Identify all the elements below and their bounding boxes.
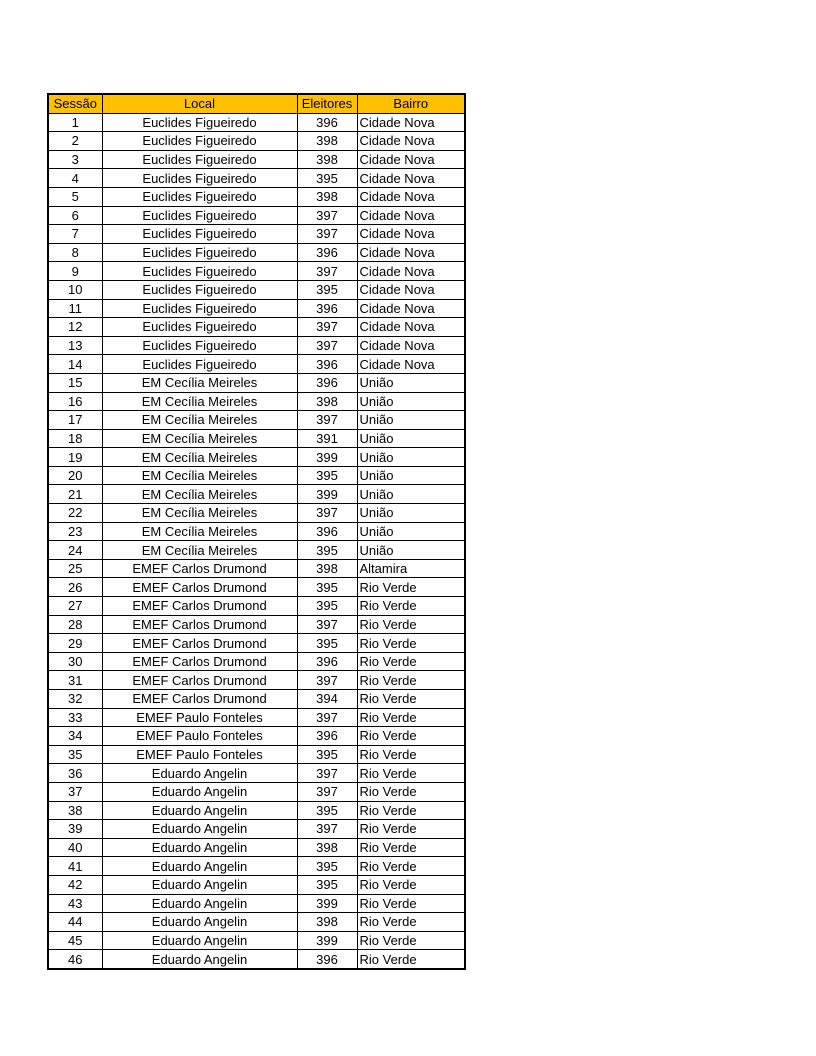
eleitores-cell: 396: [297, 522, 357, 541]
sessao-cell: 41: [48, 857, 102, 876]
bairro-cell: Cidade Nova: [357, 206, 465, 225]
local-cell: Eduardo Angelin: [102, 931, 297, 950]
bairro-cell: Rio Verde: [357, 727, 465, 746]
local-cell: Euclides Figueiredo: [102, 318, 297, 337]
table-row: [48, 429, 465, 448]
eleitores-cell: 396: [297, 373, 357, 392]
eleitores-cell: 397: [297, 671, 357, 690]
local-cell: Eduardo Angelin: [102, 894, 297, 913]
eleitores-cell: 397: [297, 318, 357, 337]
bairro-cell: Cidade Nova: [357, 355, 465, 374]
sessao-cell: 16: [48, 392, 102, 411]
bairro-cell: União: [357, 466, 465, 485]
sessao-cell: 2: [48, 132, 102, 151]
bairro-cell: União: [357, 448, 465, 467]
local-cell: EM Cecília Meireles: [102, 466, 297, 485]
local-cell: Euclides Figueiredo: [102, 336, 297, 355]
bairro-cell: Rio Verde: [357, 820, 465, 839]
local-cell: Euclides Figueiredo: [102, 206, 297, 225]
sessao-cell: 37: [48, 782, 102, 801]
sessao-cell: 1: [48, 113, 102, 132]
table-row: [48, 225, 465, 244]
eleitores-cell: 397: [297, 262, 357, 281]
table-header: [48, 94, 465, 113]
eleitores-cell: 397: [297, 615, 357, 634]
table-row: [48, 615, 465, 634]
eleitores-cell: 397: [297, 336, 357, 355]
bairro-cell: Rio Verde: [357, 634, 465, 653]
bairro-cell: União: [357, 429, 465, 448]
header-local: Local: [102, 94, 297, 113]
local-cell: Eduardo Angelin: [102, 913, 297, 932]
header-eleitores: Eleitores: [297, 94, 357, 113]
local-cell: EMEF Paulo Fonteles: [102, 745, 297, 764]
eleitores-cell: 395: [297, 466, 357, 485]
local-cell: EMEF Carlos Drumond: [102, 597, 297, 616]
bairro-cell: Cidade Nova: [357, 225, 465, 244]
bairro-cell: Rio Verde: [357, 652, 465, 671]
table-row: [48, 727, 465, 746]
bairro-cell: Rio Verde: [357, 838, 465, 857]
local-cell: EMEF Carlos Drumond: [102, 671, 297, 690]
eleitores-cell: 396: [297, 355, 357, 374]
eleitores-cell: 397: [297, 782, 357, 801]
local-cell: Euclides Figueiredo: [102, 262, 297, 281]
table-row: [48, 206, 465, 225]
sessao-cell: 34: [48, 727, 102, 746]
local-cell: Euclides Figueiredo: [102, 169, 297, 188]
bairro-cell: Cidade Nova: [357, 150, 465, 169]
table-row: [48, 243, 465, 262]
local-cell: EMEF Carlos Drumond: [102, 634, 297, 653]
local-cell: Euclides Figueiredo: [102, 225, 297, 244]
local-cell: Eduardo Angelin: [102, 820, 297, 839]
sessao-cell: 6: [48, 206, 102, 225]
sessao-cell: 35: [48, 745, 102, 764]
eleitores-cell: 397: [297, 820, 357, 839]
sessao-cell: 23: [48, 522, 102, 541]
eleitores-cell: 399: [297, 485, 357, 504]
table-row: [48, 392, 465, 411]
local-cell: EMEF Carlos Drumond: [102, 559, 297, 578]
table-row: [48, 838, 465, 857]
bairro-cell: Rio Verde: [357, 931, 465, 950]
sessao-cell: 11: [48, 299, 102, 318]
eleitores-cell: 396: [297, 243, 357, 262]
local-cell: EMEF Carlos Drumond: [102, 615, 297, 634]
table-row: [48, 894, 465, 913]
table-row: [48, 113, 465, 132]
eleitores-cell: 396: [297, 299, 357, 318]
bairro-cell: União: [357, 541, 465, 560]
table-row: [48, 373, 465, 392]
eleitores-cell: 398: [297, 187, 357, 206]
sessao-cell: 31: [48, 671, 102, 690]
bairro-cell: Rio Verde: [357, 708, 465, 727]
table-row: [48, 150, 465, 169]
bairro-cell: Cidade Nova: [357, 113, 465, 132]
local-cell: EM Cecília Meireles: [102, 392, 297, 411]
bairro-cell: Rio Verde: [357, 578, 465, 597]
header-bairro: Bairro: [357, 94, 465, 113]
eleitores-cell: 398: [297, 392, 357, 411]
bairro-cell: Cidade Nova: [357, 187, 465, 206]
eleitores-cell: 396: [297, 652, 357, 671]
sessao-cell: 33: [48, 708, 102, 727]
local-cell: EM Cecília Meireles: [102, 522, 297, 541]
local-cell: Euclides Figueiredo: [102, 187, 297, 206]
local-cell: EMEF Carlos Drumond: [102, 578, 297, 597]
eleitores-cell: 397: [297, 764, 357, 783]
sessao-cell: 19: [48, 448, 102, 467]
local-cell: Eduardo Angelin: [102, 875, 297, 894]
sessao-cell: 8: [48, 243, 102, 262]
sessao-cell: 17: [48, 411, 102, 430]
bairro-cell: Cidade Nova: [357, 318, 465, 337]
local-cell: EMEF Paulo Fonteles: [102, 708, 297, 727]
table-row: [48, 262, 465, 281]
local-cell: Euclides Figueiredo: [102, 243, 297, 262]
bairro-cell: União: [357, 485, 465, 504]
sessao-cell: 42: [48, 875, 102, 894]
bairro-cell: Cidade Nova: [357, 262, 465, 281]
sessao-cell: 27: [48, 597, 102, 616]
local-cell: Eduardo Angelin: [102, 950, 297, 969]
local-cell: Euclides Figueiredo: [102, 299, 297, 318]
local-cell: EM Cecília Meireles: [102, 429, 297, 448]
sessao-cell: 9: [48, 262, 102, 281]
sessao-cell: 43: [48, 894, 102, 913]
local-cell: EMEF Carlos Drumond: [102, 690, 297, 709]
local-cell: EM Cecília Meireles: [102, 448, 297, 467]
table-body: [48, 113, 465, 969]
sessao-cell: 24: [48, 541, 102, 560]
table-row: [48, 634, 465, 653]
table-row: [48, 504, 465, 523]
eleitores-cell: 395: [297, 578, 357, 597]
eleitores-cell: 399: [297, 931, 357, 950]
bairro-cell: Rio Verde: [357, 801, 465, 820]
bairro-cell: Cidade Nova: [357, 299, 465, 318]
sessao-cell: 46: [48, 950, 102, 969]
table-row: [48, 950, 465, 969]
table-row: [48, 875, 465, 894]
local-cell: Euclides Figueiredo: [102, 150, 297, 169]
eleitores-cell: 396: [297, 950, 357, 969]
bairro-cell: União: [357, 392, 465, 411]
eleitores-cell: 399: [297, 894, 357, 913]
local-cell: Eduardo Angelin: [102, 801, 297, 820]
local-cell: Euclides Figueiredo: [102, 132, 297, 151]
sessao-cell: 32: [48, 690, 102, 709]
sessao-cell: 14: [48, 355, 102, 374]
table-row: [48, 913, 465, 932]
eleitores-cell: 397: [297, 411, 357, 430]
table-row: [48, 448, 465, 467]
bairro-cell: Rio Verde: [357, 875, 465, 894]
bairro-cell: Cidade Nova: [357, 280, 465, 299]
table-row: [48, 782, 465, 801]
table-row: [48, 466, 465, 485]
local-cell: Euclides Figueiredo: [102, 355, 297, 374]
table-row: [48, 541, 465, 560]
sessao-cell: 5: [48, 187, 102, 206]
bairro-cell: Rio Verde: [357, 745, 465, 764]
bairro-cell: Cidade Nova: [357, 169, 465, 188]
eleitores-cell: 391: [297, 429, 357, 448]
table-row: [48, 485, 465, 504]
eleitores-cell: 395: [297, 597, 357, 616]
sessao-cell: 29: [48, 634, 102, 653]
local-cell: EM Cecília Meireles: [102, 504, 297, 523]
table-row: [48, 690, 465, 709]
header-row: [48, 94, 465, 113]
local-cell: EM Cecília Meireles: [102, 485, 297, 504]
sessao-cell: 38: [48, 801, 102, 820]
sessao-cell: 13: [48, 336, 102, 355]
header-sessao: Sessão: [48, 94, 102, 113]
local-cell: Eduardo Angelin: [102, 838, 297, 857]
table-row: [48, 187, 465, 206]
eleitores-cell: 398: [297, 913, 357, 932]
table-row: [48, 801, 465, 820]
eleitores-cell: 395: [297, 857, 357, 876]
eleitores-cell: 399: [297, 448, 357, 467]
table-row: [48, 559, 465, 578]
bairro-cell: Rio Verde: [357, 857, 465, 876]
bairro-cell: União: [357, 411, 465, 430]
bairro-cell: Cidade Nova: [357, 336, 465, 355]
bairro-cell: Rio Verde: [357, 597, 465, 616]
table-row: [48, 336, 465, 355]
eleitores-cell: 397: [297, 504, 357, 523]
sessao-cell: 18: [48, 429, 102, 448]
table-row: [48, 132, 465, 151]
sessao-cell: 12: [48, 318, 102, 337]
eleitores-cell: 397: [297, 708, 357, 727]
sessao-cell: 30: [48, 652, 102, 671]
table-row: [48, 708, 465, 727]
table-row: [48, 931, 465, 950]
voter-sessions-table: [47, 93, 466, 970]
table-row: [48, 578, 465, 597]
sessao-cell: 15: [48, 373, 102, 392]
sessao-cell: 7: [48, 225, 102, 244]
sessao-cell: 4: [48, 169, 102, 188]
table-row: [48, 745, 465, 764]
eleitores-cell: 395: [297, 634, 357, 653]
table-row: [48, 764, 465, 783]
local-cell: EM Cecília Meireles: [102, 373, 297, 392]
eleitores-cell: 395: [297, 541, 357, 560]
eleitores-cell: 398: [297, 559, 357, 578]
eleitores-cell: 395: [297, 801, 357, 820]
eleitores-cell: 398: [297, 838, 357, 857]
bairro-cell: Rio Verde: [357, 782, 465, 801]
table-row: [48, 671, 465, 690]
eleitores-cell: 395: [297, 745, 357, 764]
bairro-cell: União: [357, 504, 465, 523]
bairro-cell: Rio Verde: [357, 615, 465, 634]
table-row: [48, 522, 465, 541]
table-row: [48, 411, 465, 430]
bairro-cell: Rio Verde: [357, 764, 465, 783]
sessao-cell: 39: [48, 820, 102, 839]
local-cell: EMEF Paulo Fonteles: [102, 727, 297, 746]
bairro-cell: Altamira: [357, 559, 465, 578]
eleitores-cell: 394: [297, 690, 357, 709]
local-cell: Eduardo Angelin: [102, 764, 297, 783]
sessao-cell: 44: [48, 913, 102, 932]
bairro-cell: Cidade Nova: [357, 243, 465, 262]
eleitores-cell: 395: [297, 169, 357, 188]
eleitores-cell: 396: [297, 727, 357, 746]
local-cell: EM Cecília Meireles: [102, 411, 297, 430]
table-row: [48, 820, 465, 839]
bairro-cell: Rio Verde: [357, 690, 465, 709]
sessao-cell: 10: [48, 280, 102, 299]
bairro-cell: Rio Verde: [357, 671, 465, 690]
bairro-cell: União: [357, 373, 465, 392]
eleitores-cell: 396: [297, 113, 357, 132]
sessao-cell: 26: [48, 578, 102, 597]
sessao-cell: 20: [48, 466, 102, 485]
sessao-cell: 40: [48, 838, 102, 857]
eleitores-cell: 398: [297, 132, 357, 151]
local-cell: Eduardo Angelin: [102, 857, 297, 876]
sessao-cell: 45: [48, 931, 102, 950]
sessao-cell: 28: [48, 615, 102, 634]
bairro-cell: Cidade Nova: [357, 132, 465, 151]
bairro-cell: União: [357, 522, 465, 541]
table-row: [48, 355, 465, 374]
sessao-cell: 22: [48, 504, 102, 523]
sessao-cell: 36: [48, 764, 102, 783]
local-cell: EMEF Carlos Drumond: [102, 652, 297, 671]
table-row: [48, 857, 465, 876]
eleitores-cell: 397: [297, 206, 357, 225]
bairro-cell: Rio Verde: [357, 950, 465, 969]
local-cell: EM Cecília Meireles: [102, 541, 297, 560]
table-row: [48, 299, 465, 318]
eleitores-cell: 395: [297, 280, 357, 299]
local-cell: Euclides Figueiredo: [102, 113, 297, 132]
table-row: [48, 597, 465, 616]
sessao-cell: 25: [48, 559, 102, 578]
eleitores-cell: 397: [297, 225, 357, 244]
sessao-cell: 3: [48, 150, 102, 169]
table-row: [48, 169, 465, 188]
local-cell: Euclides Figueiredo: [102, 280, 297, 299]
bairro-cell: Rio Verde: [357, 913, 465, 932]
eleitores-cell: 395: [297, 875, 357, 894]
table-row: [48, 652, 465, 671]
bairro-cell: Rio Verde: [357, 894, 465, 913]
table-row: [48, 280, 465, 299]
table-row: [48, 318, 465, 337]
eleitores-cell: 398: [297, 150, 357, 169]
local-cell: Eduardo Angelin: [102, 782, 297, 801]
sessao-cell: 21: [48, 485, 102, 504]
